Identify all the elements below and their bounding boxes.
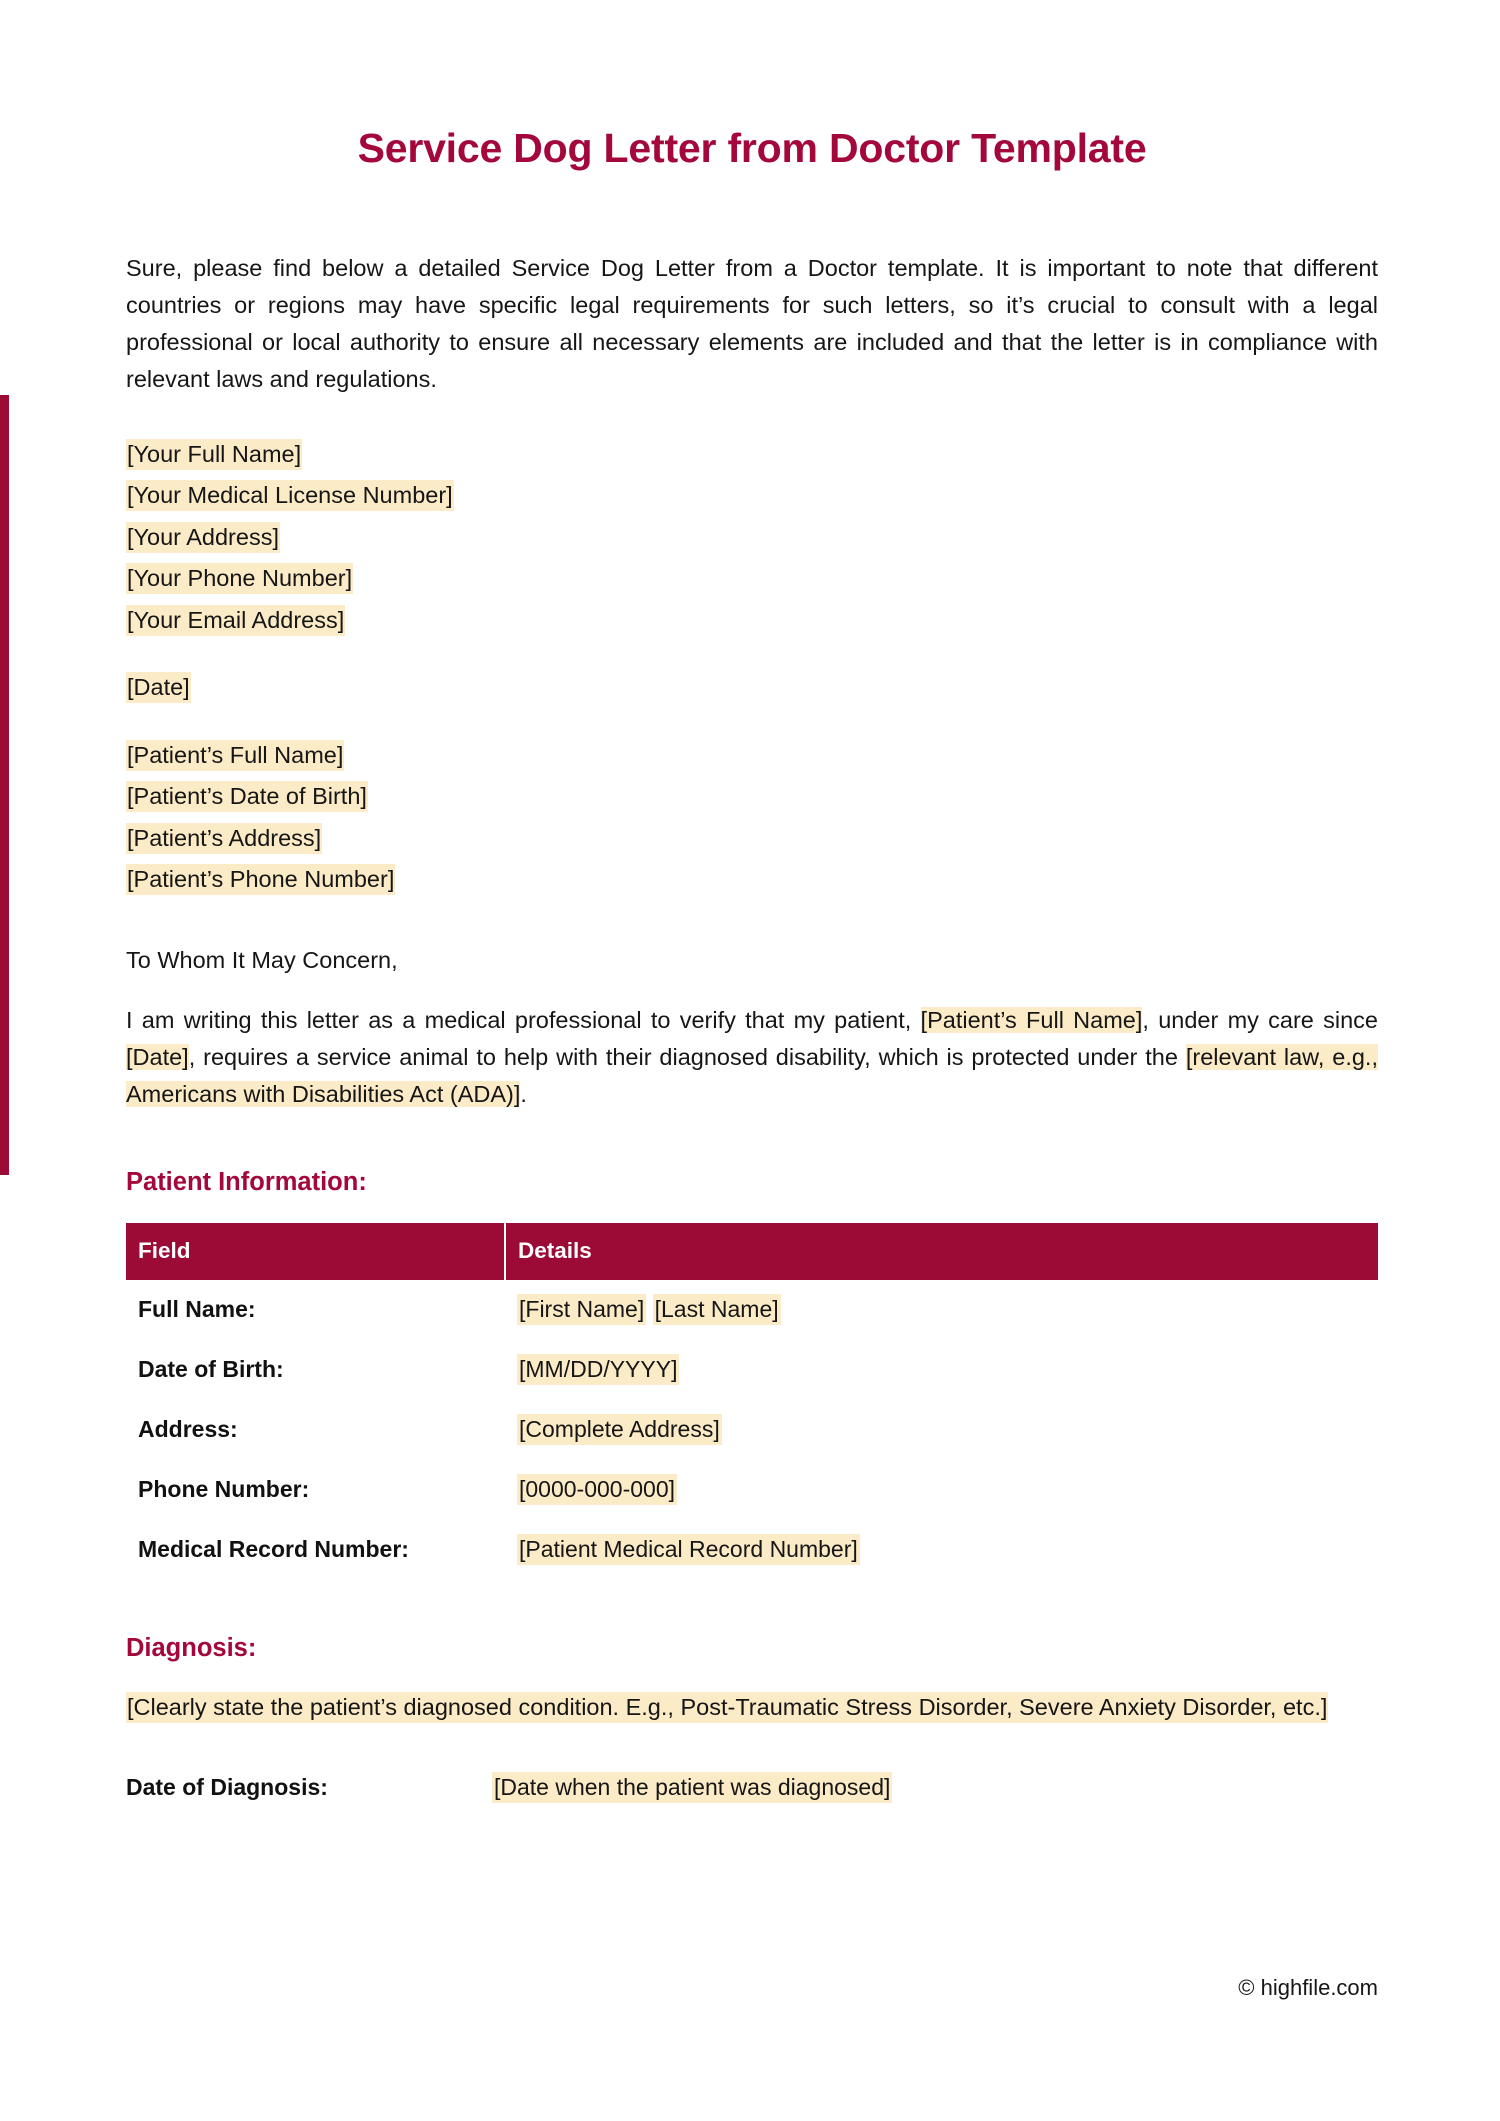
date-of-diagnosis-label: Date of Diagnosis:	[126, 1774, 328, 1801]
placeholder-your-address: [Your Address]	[126, 522, 280, 553]
sender-line-full-name	[126, 440, 1378, 467]
placeholder-first-name: [First Name]	[517, 1294, 646, 1325]
sender-line-address	[126, 523, 1378, 550]
body-text-part-4: .	[520, 1081, 527, 1108]
date-of-diagnosis-row	[126, 1774, 1378, 1801]
row-label-address: Address:	[126, 1400, 505, 1460]
left-accent-bar	[0, 395, 9, 1175]
recipient-line-full-name	[126, 741, 1378, 768]
row-label-phone-number: Phone Number:	[126, 1460, 505, 1520]
sender-line-license	[126, 484, 1378, 508]
recipient-line-dob	[126, 785, 1378, 809]
intro-paragraph: Sure, please find below a detailed Service Dog Letter from a Doctor template. It is important to note that different countries or regions may have specific legal requirements for such letters, so it’s crucial to consult with a legal professional or local authority to ensure all necessary elements are included and that the letter is in compliance with relevant laws and regulations.	[126, 255, 1378, 393]
recipient-line-address	[126, 824, 1378, 851]
placeholder-patient-full-name: [Patient’s Full Name]	[126, 740, 344, 771]
section-heading-diagnosis: Diagnosis:	[126, 1633, 257, 1662]
body-text-part-1: I am writing this letter as a medical professional to verify that my patient,	[126, 1007, 921, 1034]
body-text-part-2: , under my care since	[1142, 1007, 1378, 1034]
row-label-medical-record-number: Medical Record Number:	[126, 1520, 505, 1580]
table-row	[126, 1460, 1378, 1520]
page-title: Service Dog Letter from Doctor Template	[357, 125, 1147, 171]
letter-body-paragraph	[126, 1002, 1378, 1113]
row-label-date-of-birth: Date of Birth:	[126, 1340, 505, 1400]
date-line	[126, 676, 1378, 700]
diagnosis-description	[126, 1689, 1378, 1727]
placeholder-your-full-name: [Your Full Name]	[126, 439, 302, 470]
letter-greeting: To Whom It May Concern,	[126, 946, 398, 973]
body-text-part-3: , requires a service animal to help with their diagnosed disability, which is protected under the	[188, 1044, 1186, 1071]
placeholder-phone-number: [0000-000-000]	[517, 1474, 677, 1505]
table-head	[126, 1223, 1378, 1280]
table-row	[126, 1280, 1378, 1340]
row-value-phone-number	[505, 1460, 1378, 1520]
footer-copyright: © highfile.com	[1238, 1975, 1378, 2000]
recipient-line-phone	[126, 868, 1378, 892]
placeholder-patient-phone-number: [Patient’s Phone Number]	[126, 864, 395, 895]
placeholder-last-name: [Last Name]	[653, 1294, 781, 1325]
placeholder-complete-address: [Complete Address]	[517, 1414, 722, 1445]
date-block	[126, 676, 1378, 700]
row-value-address	[505, 1400, 1378, 1460]
table-body	[126, 1280, 1378, 1580]
table-header-row	[126, 1223, 1378, 1280]
patient-information-table	[126, 1223, 1378, 1580]
placeholder-mm-dd-yyyy: [MM/DD/YYYY]	[517, 1354, 679, 1385]
table-header-details: Details	[505, 1223, 1378, 1280]
sender-block	[126, 440, 1378, 633]
placeholder-diagnosis-description: [Clearly state the patient’s diagnosed condition. E.g., Post-Traumatic Stress Disorder, Severe Anxiety Disorder, etc.]	[126, 1692, 1328, 1723]
placeholder-date: [Date]	[126, 672, 191, 703]
placeholder-date-of-diagnosis: [Date when the patient was diagnosed]	[492, 1772, 892, 1803]
row-value-date-of-birth	[505, 1340, 1378, 1400]
placeholder-body-patient-full-name: [Patient’s Full Name]	[920, 1007, 1143, 1034]
row-value-full-name	[505, 1280, 1378, 1340]
placeholder-patient-address: [Patient’s Address]	[126, 823, 322, 854]
placeholder-your-email-address: [Your Email Address]	[126, 605, 345, 636]
placeholder-your-medical-license-number: [Your Medical License Number]	[126, 480, 454, 511]
placeholder-relevant-law: [relevant law, e.g., Americans with Disabilities Act (ADA)]	[126, 1044, 1378, 1108]
sender-line-phone	[126, 567, 1378, 591]
table-row	[126, 1340, 1378, 1400]
table-header-field: Field	[126, 1223, 505, 1280]
section-heading-patient-information: Patient Information:	[126, 1167, 367, 1196]
recipient-block	[126, 741, 1378, 892]
date-of-diagnosis-value	[492, 1774, 892, 1801]
placeholder-medical-record-number: [Patient Medical Record Number]	[517, 1534, 860, 1565]
placeholder-your-phone-number: [Your Phone Number]	[126, 563, 353, 594]
row-value-medical-record-number	[505, 1520, 1378, 1580]
row-label-full-name: Full Name:	[126, 1280, 505, 1340]
placeholder-patient-date-of-birth: [Patient’s Date of Birth]	[126, 781, 368, 812]
document-content	[126, 0, 1378, 1801]
sender-line-email	[126, 606, 1378, 633]
placeholder-body-since-date: [Date]	[126, 1044, 189, 1071]
table-row	[126, 1400, 1378, 1460]
table-row	[126, 1520, 1378, 1580]
